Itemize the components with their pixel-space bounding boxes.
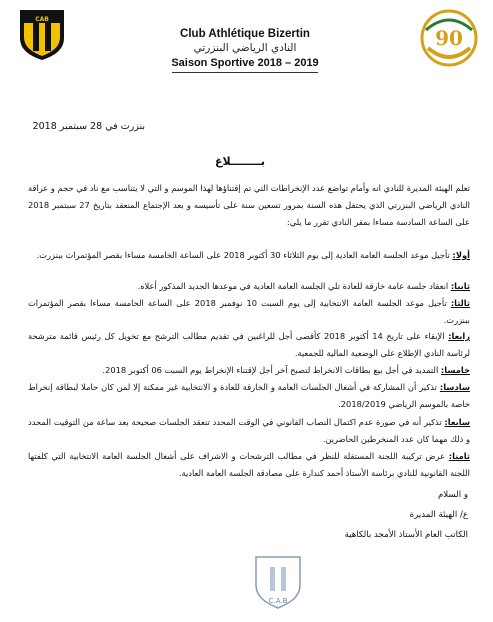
letter-title: بــــــــلاغ [214,155,266,168]
item-label: أولا: [452,250,470,260]
club-logo [14,6,70,62]
signatory-name: الكاتب العام الأستاذ الأمجد بالكاهية [344,530,468,540]
item-7 [28,414,470,448]
closing-regards: و السلام [437,490,468,500]
item-8 [28,448,470,482]
item-text: تذكير أن المشاركة في أشغال الجلسات العامة و الخارقة للعادة و الانتخابية غير ممكنة إلا لمن كان حاملا لبطاقة إنخراط خاصة بالموسم الرياضي 2018/2019. [28,382,470,409]
item-label: ثانيا: [450,281,470,291]
item-4 [28,328,470,362]
item-5 [28,362,470,379]
anniversary-badge-icon [418,8,480,68]
club-stamp-icon [250,553,306,611]
item-text: الإبقاء على تاريخ 14 أكتوبر 2018 كأقصى أجل للراغبين في تقديم مطالب الترشح مع تخويل كل رئيس قائمة مترشحة لرئاسة النادي الإطلاع على الوضعية المالية للجمعية. [28,331,470,358]
item-label: ثالثا: [450,298,470,308]
club-name: Club Athlétique Bizertin [180,28,310,40]
item-label: رابعا: [448,331,470,341]
stamp-text: C.A.B [268,597,288,605]
intro-paragraph: تعلم الهيئة المديرة للنادي انه وأمام تواضع عدد الإنخراطات التي تم إقتناؤها لهذا الموسم و التي لا يتناسب مع ناد في حجم و عراقة النادي الرياضي البنزرتي الذي يحتفل هذه السنة بمرور تسعين سنة على تأسيسه و بعد الإجتماع المنعقد بتاريخ 27 سبتمبر 2018 على الساعة السادسة مساءا بمقر النادي تقرر ما يلي: [28,183,470,227]
item-6 [28,379,470,413]
item-label: خامسا: [440,365,470,375]
item-2 [28,278,470,295]
season-label: Saison Sportive 2018 – 2019 [171,57,319,69]
item-text: عرض تركيبة اللجنة المستقلة للنظر في مطالب الترشحات و الاشراف على أشغال الجلسة العامة الانتخابية التي كلفتها اللجنة القانونية للنادي برئاسة الأستاذ أحمد كندارة على مصادقة الجلسة العامة العادية. [28,451,470,478]
signatory-body: ع/ الهيئة المديرة [409,510,468,520]
letter-date: بنزرت في 28 سبتمبر 2018 [32,121,145,132]
header-divider [172,72,318,73]
item-label: سادسا: [439,382,470,392]
item-text: انعقاد جلسة عامة خارقة للعادة تلي الجلسة العامة العادية في موعدها الجديد المذكور أعلاه. [137,281,451,291]
item-label: ثامنا: [448,451,470,461]
anniversary-number: 90 [435,26,463,50]
item-text: التمديد في أجل بيع بطاقات الانخراط لتصبح آخر أجل لإقتناء الإنخراط يوم السبت 06 أكتوبر 2018. [102,365,441,375]
item-label: سابعا: [444,417,470,427]
club-name-arabic: النادي الرياضي البنزرتي [193,42,297,54]
item-1 [28,247,470,264]
item-text: تأجيل موعد الجلسة العامة الانتخابية إلى يوم السبت 10 نوفمبر 2018 على الساعة الخامسة مساءا بقصر المؤتمرات ببنزرت. [28,298,470,325]
logo-monogram: CAB [35,16,49,23]
item-text: تأجيل موعد الجلسة العامة العادية إلى يوم الثلاثاء 30 أكتوبر 2018 على الساعة الخامسة مساءا بقصر المؤتمرات ببنزرت. [36,250,453,260]
item-3 [28,295,470,329]
item-text: تذكير أنه في صورة عدم اكتمال النصاب القانوني في الوقت المحدد تنعقد الجلسات صحيحة بعد ساعة من التوقيت المحدد و ذلك مهما كان عدد المنخرطين الحاضرين. [28,417,470,444]
